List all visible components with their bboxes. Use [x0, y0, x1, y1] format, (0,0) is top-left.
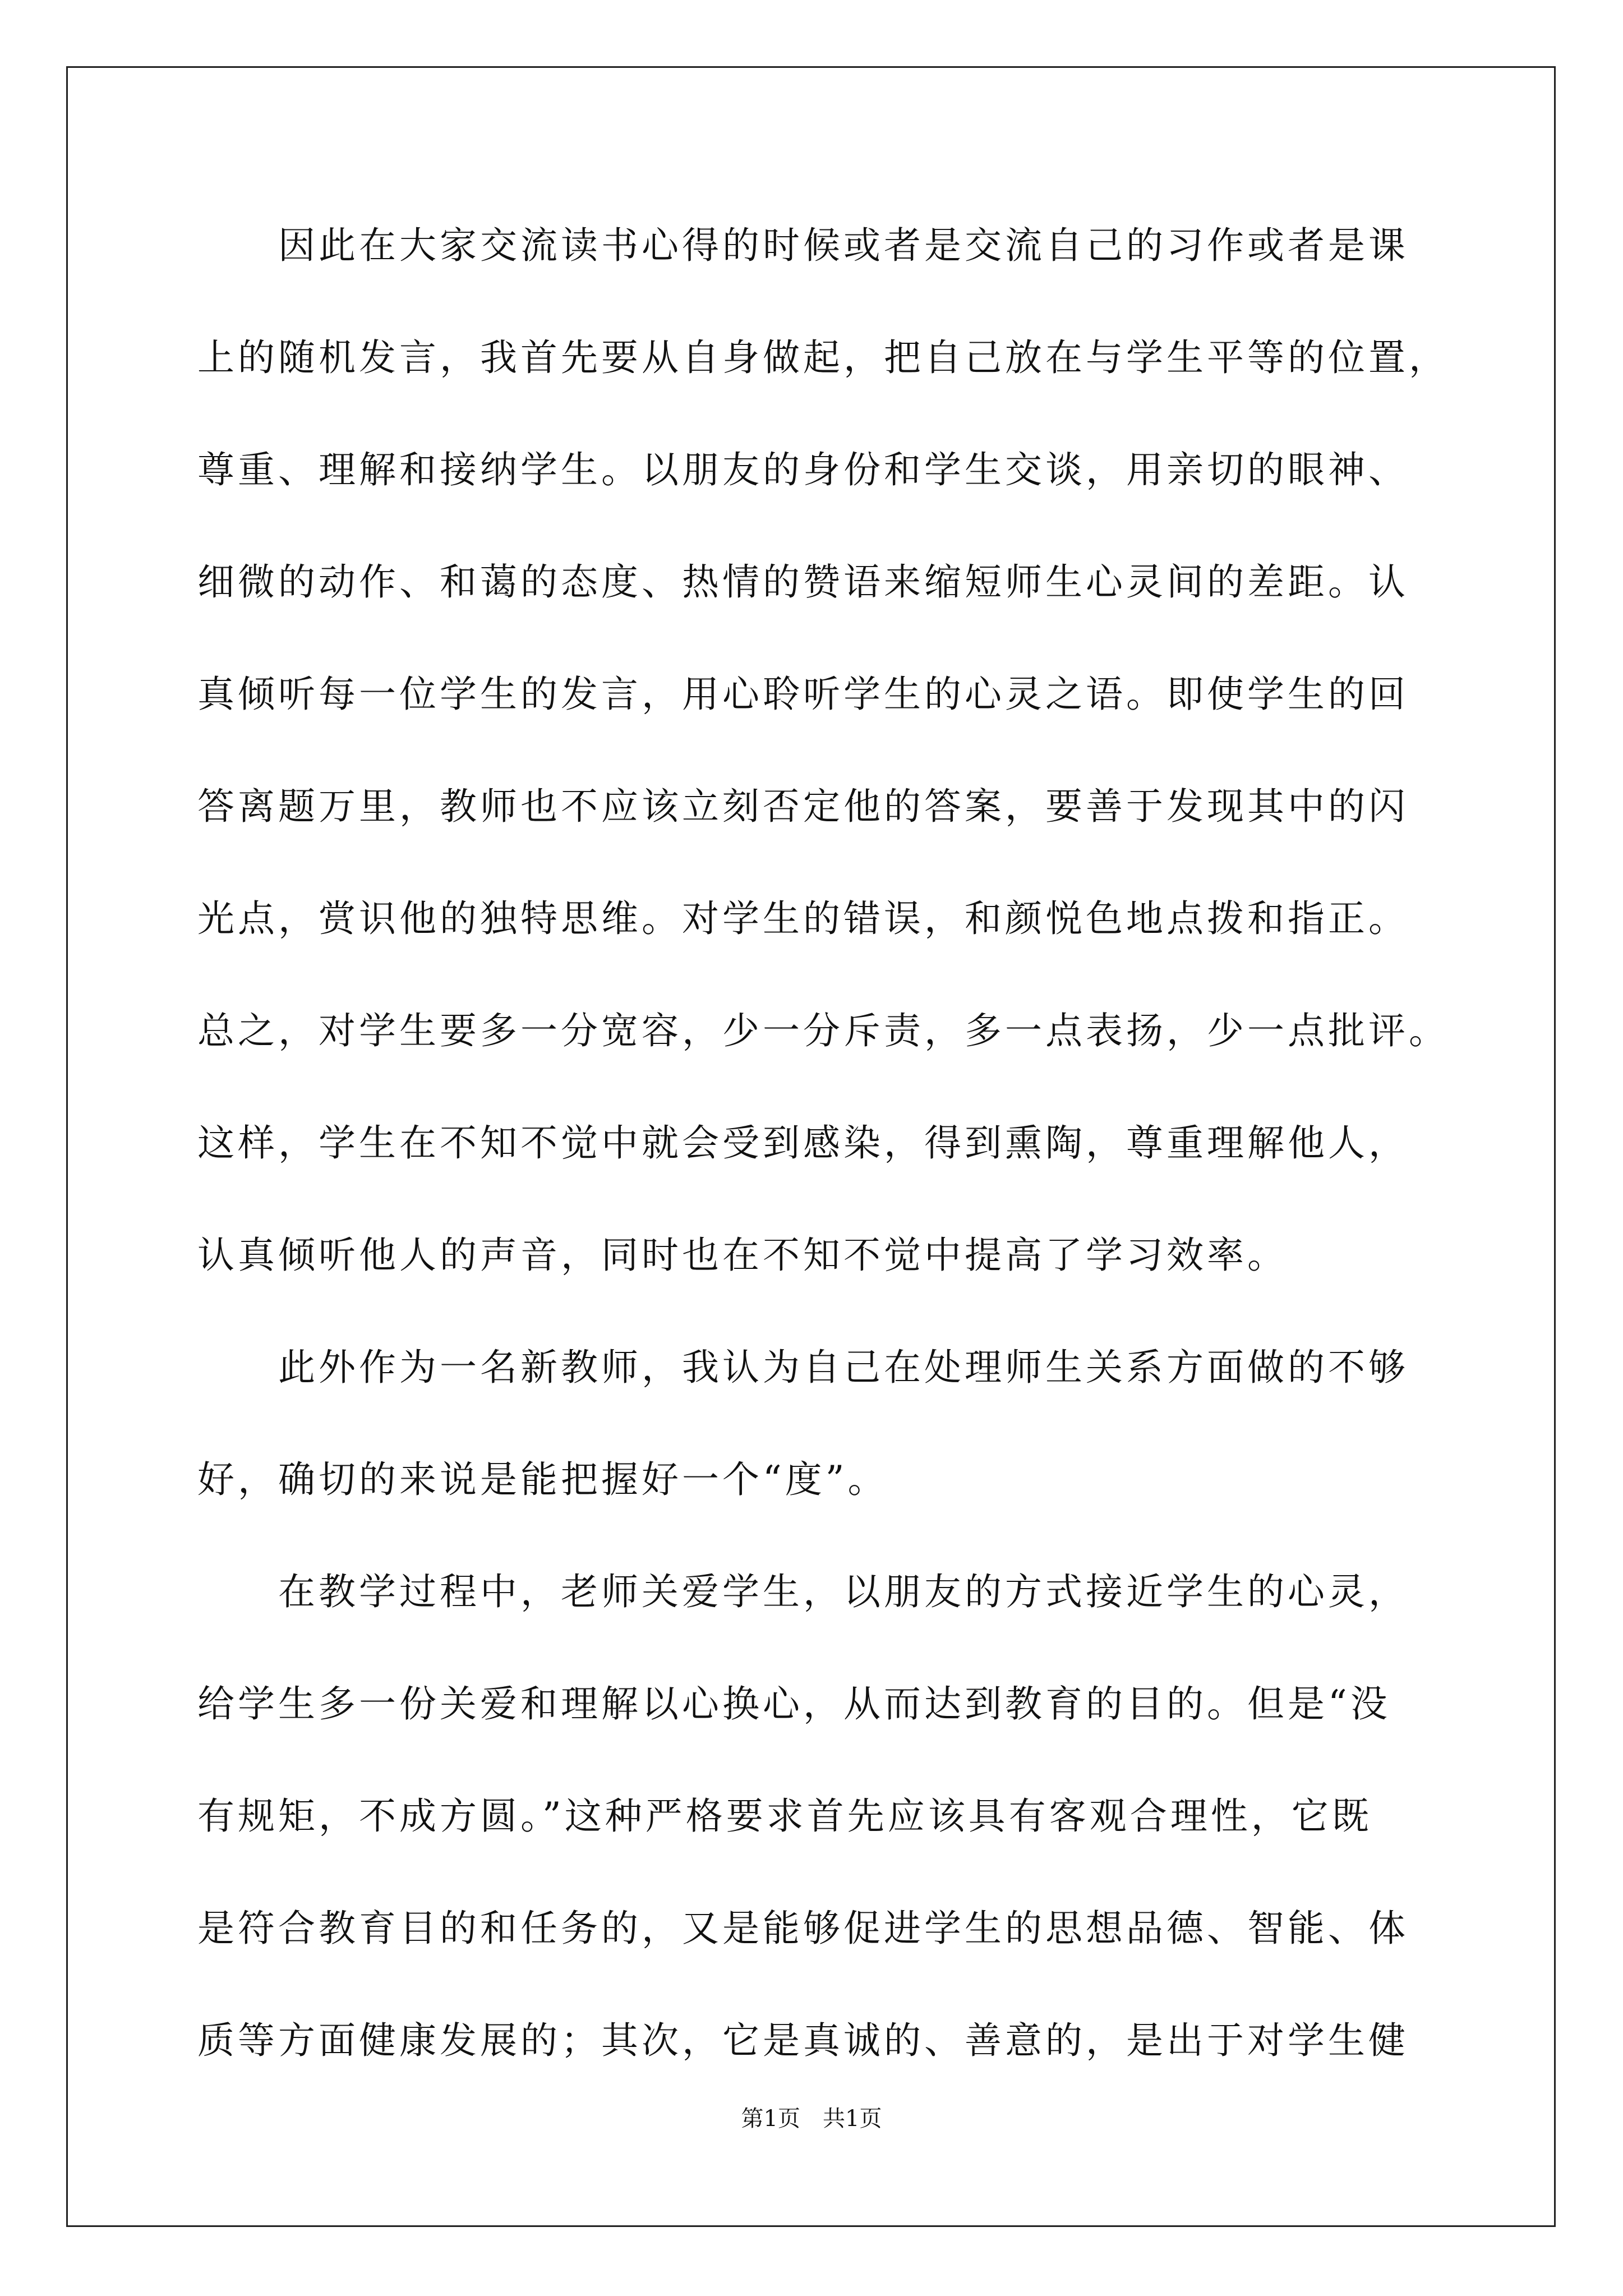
text-line: 答离题万里，教师也不应该立刻否定他的答案，要善于发现其中的闪 — [197, 785, 1409, 828]
text-line: 在教学过程中，老师关爱学生，以朋友的方式接近学生的心灵， — [197, 1570, 1409, 1613]
text-line: 总之，对学生要多一分宽容，少一分斥责，多一点表扬，少一点批评。 — [197, 1009, 1449, 1052]
document-body — [197, 216, 1465, 2123]
text-line: 是符合教育目的和任务的，又是能够促进学生的思想品德、智能、体 — [197, 1907, 1409, 1950]
text-line: 细微的动作、和蔼的态度、热情的赞语来缩短师生心灵间的差距。认 — [197, 560, 1409, 604]
text-line: 好，确切的来说是能把握好一个“度”。 — [197, 1458, 888, 1501]
text-line: 质等方面健康发展的；其次，它是真诚的、善意的，是出于对学生健 — [197, 2019, 1409, 2062]
text-line: 光点，赏识他的独特思维。对学生的错误，和颜悦色地点拨和指正。 — [197, 897, 1409, 940]
text-line: 因此在大家交流读书心得的时候或者是交流自己的习作或者是课 — [197, 224, 1409, 267]
text-line: 上的随机发言，我首先要从自身做起，把自己放在与学生平等的位置， — [197, 336, 1449, 379]
text-line: 有规矩，不成方圆。”这种严格要求首先应该具有客观合理性，它既 — [197, 1795, 1372, 1838]
text-line: 认真倾听他人的声音，同时也在不知不觉中提高了学习效率。 — [197, 1234, 1288, 1277]
text-line: 给学生多一份关爱和理解以心换心，从而达到教育的目的。但是“没 — [197, 1682, 1391, 1726]
text-line: 此外作为一名新教师，我认为自己在处理师生关系方面做的不够 — [197, 1346, 1409, 1389]
text-line: 尊重、理解和接纳学生。以朋友的身份和学生交谈，用亲切的眼神、 — [197, 448, 1409, 491]
text-line: 真倾听每一位学生的发言，用心聆听学生的心灵之语。即使学生的回 — [197, 673, 1409, 716]
page-footer: 第1页 共1页 — [741, 2106, 882, 2132]
text-line: 这样，学生在不知不觉中就会受到感染，得到熏陶，尊重理解他人， — [197, 1121, 1409, 1165]
